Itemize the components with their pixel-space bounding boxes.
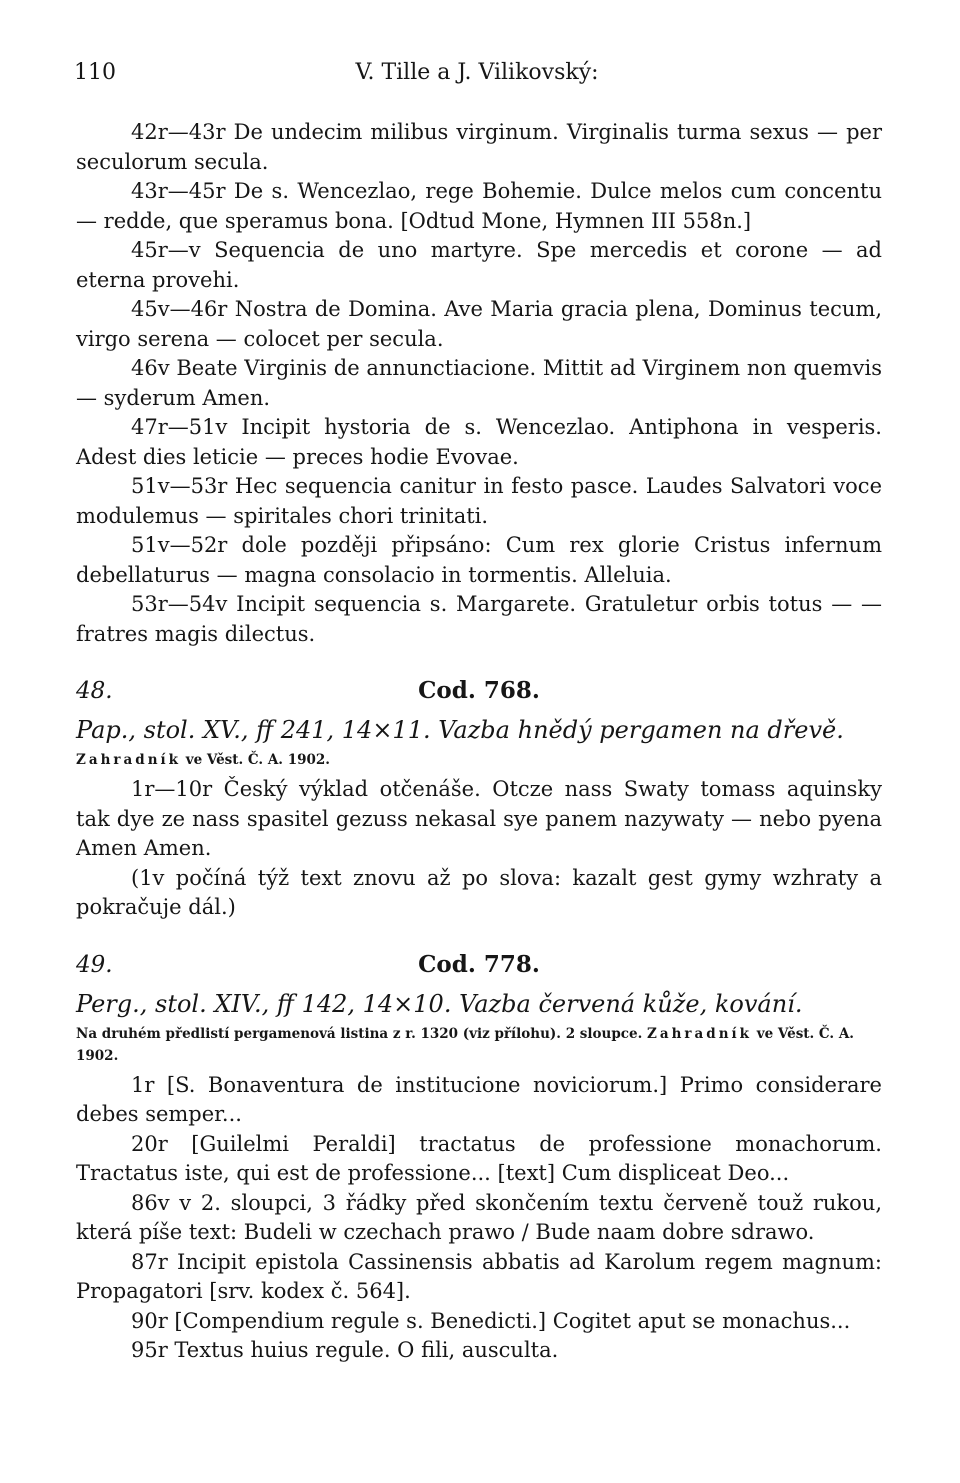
page-body — [76, 118, 882, 1366]
provenance-source: ve Věst. Č. A. 1902. — [76, 1025, 855, 1064]
codex-provenance — [76, 749, 882, 771]
provenance-name: Zahradník — [76, 752, 182, 768]
entry: 42r—43r De undecim milibus virginum. Virginalis turma sexus — per seculorum secula. — [76, 120, 882, 174]
codex-number: 49. — [76, 951, 113, 978]
entry: 1r [S. Bonaventura de institucione noviciorum.] Primo considerare debes semper... — [76, 1072, 882, 1126]
entry: 90r [Compendium regule s. Benedicti.] Cogitet aput se monachus... — [131, 1308, 851, 1333]
page-number: 110 — [74, 60, 116, 85]
entry: 53r—54v Incipit sequencia s. Margarete. Gratuletur orbis totus — — fratres magis dilectus. — [76, 592, 882, 646]
entry: 1r—10r Český výklad otčenáše. Otcze nass Swaty tomass aquinsky tak dye ze nass spasitel gezuss nekasal sye panem nazywaty — nebo pyena Amen Amen. — [76, 777, 882, 860]
provenance-source: ve Věst. Č. A. 1902. — [185, 752, 330, 768]
entry: 87r Incipit epistola Cassinensis abbatis ad Karolum regem magnum: Propagatori [srv. kodex č. 564]. — [76, 1249, 882, 1303]
codex-signature: Cod. 768. — [418, 677, 540, 704]
entry: 86v v 2. sloupci, 3 řádky před skončením textu červeně touž rukou, která píše text: Budeli w czechach prawo / Bude naam dobre sdrawo. — [76, 1190, 882, 1244]
entry: 47r—51v Incipit hystoria de s. Wencezlao. Antiphona in vesperis. Adest dies leticie — preces hodie Evovae. — [76, 415, 882, 469]
provenance-note: Na druhém předlistí pergamenová listina z r. 1320 (viz přílohu). 2 sloupce. — [76, 1025, 643, 1042]
entry: 46v Beate Virginis de annunctiacione. Mittit ad Virginem non quemvis — syderum Amen. — [76, 356, 882, 410]
entry: 45v—46r Nostra de Domina. Ave Maria gracia plena, Dominus tecum, virgo serena — colocet per secula. — [76, 297, 882, 351]
entry: (1v počíná týž text znovu až po slova: kazalt gest gymy wzhraty a pokračuje dál.) — [76, 865, 882, 919]
codex-number: 48. — [76, 678, 113, 704]
entry: 51v—52r dole později připsáno: Cum rex glorie Cristus infernum debellaturus — magna consolacio in tormentis. Alleluia. — [76, 533, 882, 587]
codex-heading — [76, 675, 882, 707]
entry: 45r—v Sequencia de uno martyre. Spe mercedis et corone — ad eterna provehi. — [76, 238, 882, 292]
codex-signature: Cod. 778. — [418, 950, 540, 978]
provenance-name: Zahradník — [647, 1025, 753, 1042]
codex-provenance — [76, 1023, 882, 1067]
entry: 95r Textus huius regule. O fili, ausculta. — [131, 1338, 559, 1362]
running-title: V. Tille a J. Vilikovský: — [355, 60, 599, 85]
entry: 20r [Guilelmi Peraldi] tractatus de professione monachorum. Tractatus iste, qui est de professione... [text] Cum displiceat Deo... — [76, 1131, 882, 1185]
entry: 51v—53r Hec sequencia canitur in festo pasce. Laudes Salvatori voce modulemus — spiritales chori trinitati. — [76, 474, 882, 528]
codex-description: Perg., stol. XIV., ff 142, 14×10. Vazba červená kůže, kování. — [76, 989, 803, 1018]
codex-heading — [76, 949, 882, 981]
codex-description: Pap., stol. XV., ff 241, 14×11. Vazba hnědý pergamen na dřevě. — [76, 716, 844, 744]
entry: 43r—45r De s. Wencezlao, rege Bohemie. Dulce melos cum concentu — redde, que speramus bona. [Odtud Mone, Hymnen III 558n.] — [76, 179, 882, 233]
